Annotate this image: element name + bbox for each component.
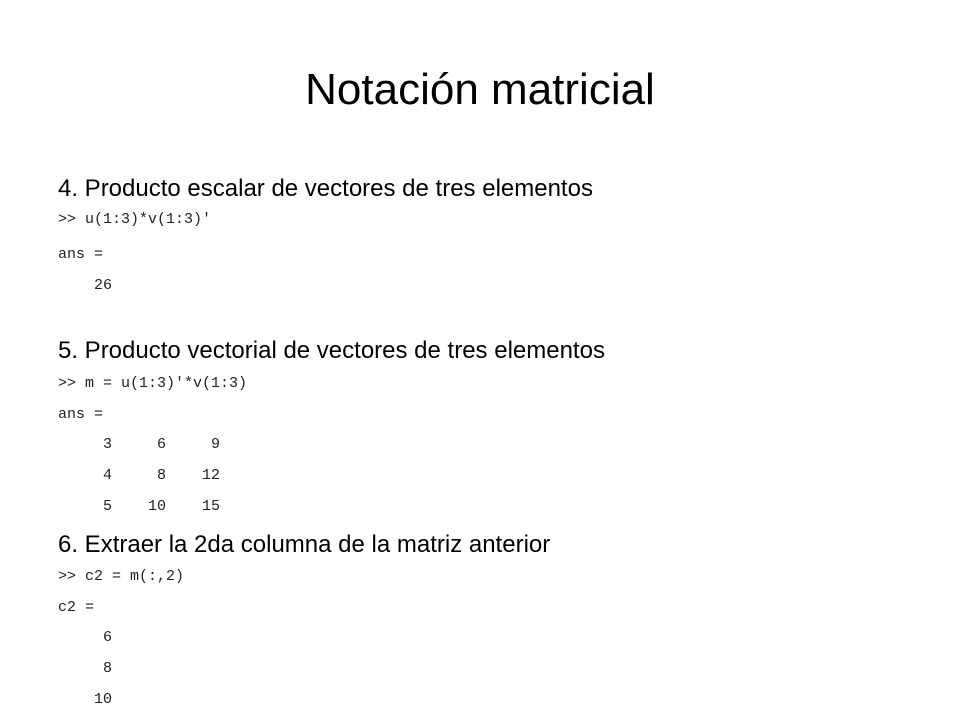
section-heading-6: 6. Extraer la 2da columna de la matriz anterior [58, 531, 551, 558]
section-heading-4: 4. Producto escalar de vectores de tres elementos [58, 175, 593, 202]
vector-row: 10 [58, 691, 113, 708]
section-heading-5: 5. Producto vectorial de vectores de tres elementos [58, 337, 605, 364]
matrix-row: 3 6 9 [58, 436, 221, 453]
slide-title: Notación matricial [305, 65, 655, 114]
code-line: >> u(1:3)*v(1:3)' [58, 211, 212, 228]
code-line: c2 = [58, 599, 95, 616]
code-line: >> m = u(1:3)'*v(1:3) [58, 375, 248, 392]
code-line: ans = [58, 406, 104, 423]
code-line: ans = [58, 246, 104, 263]
code-line: 26 [58, 277, 113, 294]
matrix-row: 5 10 15 [58, 498, 221, 515]
vector-row: 6 [58, 629, 113, 646]
vector-row: 8 [58, 660, 113, 677]
matrix-row: 4 8 12 [58, 467, 221, 484]
code-line: >> c2 = m(:,2) [58, 568, 185, 585]
